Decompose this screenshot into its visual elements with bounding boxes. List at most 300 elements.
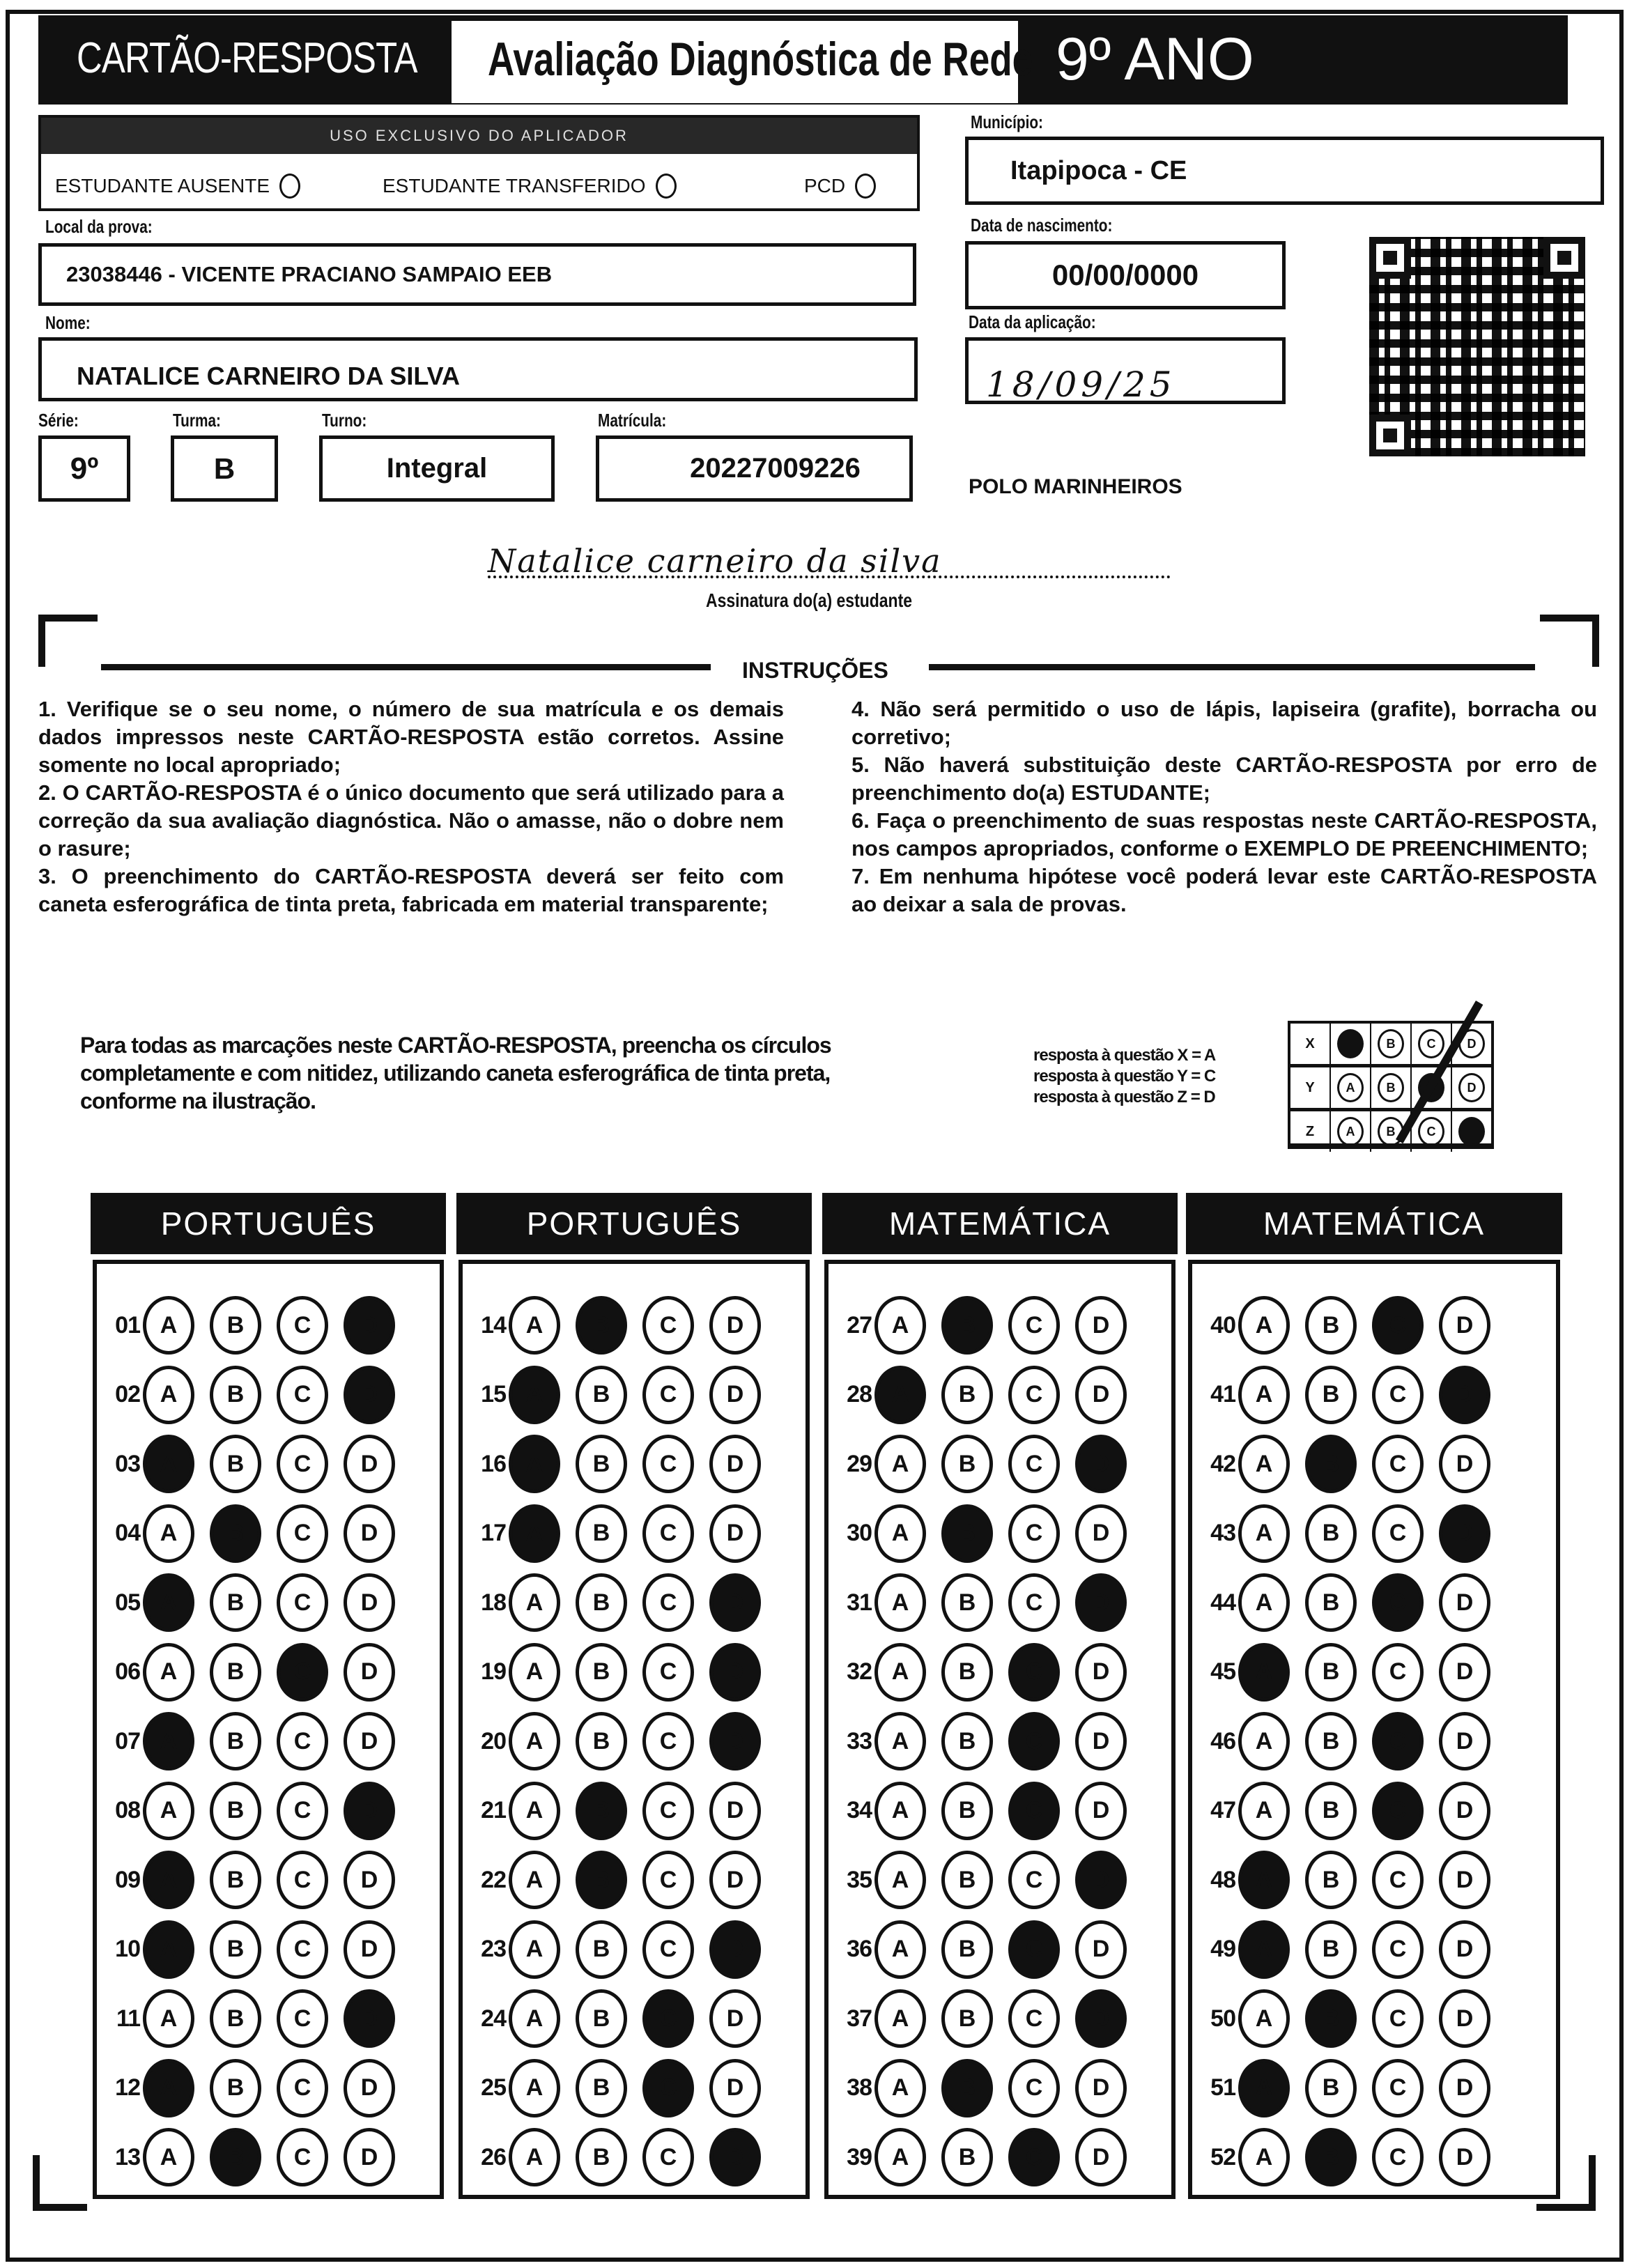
answer-bubble-b[interactable]: B — [210, 1989, 261, 2048]
signature-handwriting: Natalice carneiro da silva — [488, 542, 942, 580]
question-row — [1192, 1569, 1506, 1636]
aplicacao-field[interactable] — [965, 337, 1286, 404]
answer-bubble-b[interactable]: B — [1305, 1851, 1357, 1909]
answer-bubble-c[interactable]: C — [642, 1573, 694, 1632]
answer-bubble-d[interactable]: D — [709, 1643, 761, 1702]
answer-bubble-c[interactable]: C — [1008, 2128, 1060, 2186]
question-number: 13 — [115, 2143, 140, 2170]
answer-bubble-c[interactable]: C — [1008, 1435, 1060, 1493]
answer-bubble-c[interactable]: C — [1008, 1366, 1060, 1424]
answer-bubble-a[interactable]: A — [509, 1643, 560, 1702]
question-row — [1192, 1708, 1506, 1775]
answer-bubble-a[interactable]: A — [874, 1296, 926, 1355]
example-row-label: Z — [1290, 1111, 1331, 1152]
answer-bubble-c[interactable]: C — [277, 1643, 328, 1702]
signature-caption: Assinatura do(a) estudante — [706, 589, 912, 611]
answer-bubble-a[interactable]: A — [1238, 1782, 1290, 1840]
answer-bubble-a[interactable]: A — [1238, 1573, 1290, 1632]
question-number: 32 — [847, 1658, 872, 1685]
answer-bubble-d[interactable]: D — [709, 1782, 761, 1840]
answer-bubble-c[interactable]: C — [277, 1851, 328, 1909]
answer-bubble-c[interactable]: C — [642, 1712, 694, 1771]
answer-bubble-b[interactable]: B — [576, 1989, 627, 2048]
answer-bubble-a[interactable]: A — [874, 1435, 926, 1493]
answer-bubble-b[interactable]: B — [576, 1573, 627, 1632]
answer-bubble-d[interactable]: D — [1439, 1573, 1490, 1632]
answer-bubble-c[interactable]: C — [1372, 1504, 1424, 1563]
question-number: 21 — [481, 1797, 506, 1823]
answer-bubble-d[interactable]: D — [709, 1573, 761, 1632]
answer-bubble-c[interactable]: C — [1008, 1920, 1060, 1979]
answer-bubble-d[interactable]: D — [709, 1435, 761, 1493]
answer-bubble-a[interactable]: A — [874, 2059, 926, 2117]
answer-bubble-b[interactable]: B — [576, 1296, 627, 1355]
answer-bubble-c[interactable]: C — [1008, 1782, 1060, 1840]
example-cell — [1331, 1024, 1371, 1064]
question-number: 16 — [481, 1450, 506, 1477]
answer-bubble-c[interactable]: C — [277, 1989, 328, 2048]
question-row — [463, 2124, 776, 2191]
answer-bubble-c[interactable]: C — [277, 1504, 328, 1563]
answer-bubble-b[interactable]: B — [210, 1851, 261, 1909]
example-bubble — [1458, 1117, 1485, 1146]
answer-bubble-b[interactable]: B — [941, 1712, 993, 1771]
answer-bubble-d[interactable]: D — [709, 1712, 761, 1771]
example-answers — [1033, 1045, 1215, 1108]
answer-bubble-c[interactable]: C — [1008, 1989, 1060, 2048]
answer-bubble-b[interactable]: B — [210, 2059, 261, 2117]
question-number: 22 — [481, 1866, 506, 1893]
question-number: 11 — [116, 2005, 140, 2032]
question-number: 27 — [847, 1311, 872, 1339]
question-number: 34 — [847, 1797, 872, 1823]
answer-bubble-b[interactable]: B — [1305, 1573, 1357, 1632]
answer-bubble-d[interactable]: D — [344, 2059, 395, 2117]
answer-bubble-a[interactable]: A — [1238, 1851, 1290, 1909]
answer-bubble-d[interactable]: D — [709, 1366, 761, 1424]
example-bubble: C — [1418, 1117, 1444, 1146]
question-number: 02 — [115, 1381, 140, 1407]
answer-bubble-a[interactable]: A — [509, 1989, 560, 2048]
pcd-radio[interactable] — [855, 173, 876, 199]
section-answer-box — [1188, 1260, 1560, 2199]
corner-mark — [1592, 615, 1599, 667]
answer-bubble-a[interactable]: A — [143, 1504, 194, 1563]
answer-bubble-a[interactable]: A — [1238, 2128, 1290, 2186]
answer-bubble-d[interactable]: D — [709, 1989, 761, 2048]
answer-bubble-a[interactable]: A — [143, 1435, 194, 1493]
question-number: 35 — [847, 1866, 872, 1893]
instruction-item: 5. Não haverá substituição deste CARTÃO-RESPOSTA por erro de preenchimento do(a) ESTUDANTE; — [851, 753, 1597, 805]
corner-mark — [38, 615, 45, 667]
answer-bubble-b[interactable]: B — [576, 2059, 627, 2117]
answer-bubble-b[interactable]: B — [1305, 1643, 1357, 1702]
answer-bubble-d[interactable]: D — [1075, 1435, 1127, 1493]
answer-bubble-a[interactable]: A — [143, 1573, 194, 1632]
answer-bubble-c[interactable]: C — [642, 1643, 694, 1702]
answer-bubble-a[interactable]: A — [509, 1712, 560, 1771]
example-bubble: A — [1337, 1073, 1364, 1102]
corner-mark — [33, 2204, 87, 2211]
answer-bubble-d[interactable]: D — [344, 1573, 395, 1632]
answer-bubble-a[interactable]: A — [143, 1920, 194, 1979]
question-row — [97, 1639, 410, 1706]
answer-bubble-d[interactable]: D — [344, 1989, 395, 2048]
answer-bubble-b[interactable]: B — [941, 1989, 993, 2048]
answer-bubble-d[interactable]: D — [709, 2059, 761, 2117]
answer-bubble-d[interactable]: D — [1439, 1712, 1490, 1771]
question-row — [97, 1361, 410, 1428]
local-value: 23038446 - VICENTE PRACIANO SAMPAIO EEB — [66, 262, 553, 286]
turno-value: Integral — [386, 453, 488, 484]
question-row — [1192, 1292, 1506, 1359]
example-row — [1290, 1111, 1491, 1152]
question-number: 08 — [115, 1797, 140, 1823]
answer-bubble-c[interactable]: C — [1372, 1435, 1424, 1493]
answer-bubble-b[interactable]: B — [210, 2128, 261, 2186]
absent-radio[interactable] — [279, 173, 300, 199]
answer-bubble-a[interactable]: A — [1238, 2059, 1290, 2117]
answer-bubble-b[interactable]: B — [1305, 1920, 1357, 1979]
answer-bubble-d[interactable]: D — [1075, 1920, 1127, 1979]
answer-bubble-c[interactable]: C — [642, 1851, 694, 1909]
answer-bubble-c[interactable]: C — [642, 2059, 694, 2117]
answer-bubble-b[interactable]: B — [576, 1643, 627, 1702]
answer-bubble-b[interactable]: B — [941, 1504, 993, 1563]
question-row — [463, 1500, 776, 1567]
question-number: 04 — [115, 1520, 140, 1546]
question-number: 23 — [481, 1936, 506, 1962]
answer-bubble-a[interactable]: A — [1238, 1296, 1290, 1355]
answer-bubble-c[interactable]: C — [1372, 2059, 1424, 2117]
answer-bubble-b[interactable]: B — [210, 1435, 261, 1493]
exam-title: Avaliação Diagnóstica de Rede — [488, 33, 1033, 86]
answer-bubble-b[interactable]: B — [941, 1573, 993, 1632]
question-row — [828, 1985, 1142, 2052]
answer-bubble-d[interactable]: D — [1439, 1435, 1490, 1493]
answer-bubble-a[interactable]: A — [143, 1643, 194, 1702]
nome-field — [38, 337, 918, 401]
answer-bubble-c[interactable]: C — [1372, 1296, 1424, 1355]
answer-bubble-c[interactable]: C — [1372, 1851, 1424, 1909]
answer-bubble-b[interactable]: B — [1305, 1989, 1357, 2048]
answer-bubble-a[interactable]: A — [1238, 1643, 1290, 1702]
answer-bubble-d[interactable]: D — [344, 1712, 395, 1771]
example-row — [1290, 1067, 1491, 1111]
turma-field — [171, 435, 278, 502]
answer-bubble-b[interactable]: B — [1305, 2059, 1357, 2117]
section-answer-box — [824, 1260, 1176, 2199]
answer-bubble-d[interactable]: D — [1075, 1296, 1127, 1355]
answer-bubble-a[interactable]: A — [143, 1989, 194, 2048]
example-bubble: A — [1337, 1117, 1364, 1146]
answer-bubble-d[interactable]: D — [709, 1920, 761, 1979]
question-number: 43 — [1210, 1520, 1235, 1546]
answer-bubble-d[interactable]: D — [709, 1851, 761, 1909]
answer-bubble-c[interactable]: C — [277, 1435, 328, 1493]
answer-bubble-d[interactable]: D — [1439, 1989, 1490, 2048]
answer-bubble-d[interactable]: D — [344, 1504, 395, 1563]
answer-bubble-b[interactable]: B — [576, 1712, 627, 1771]
answer-bubble-d[interactable]: D — [709, 1504, 761, 1563]
answer-bubble-a[interactable]: A — [143, 1366, 194, 1424]
answer-bubble-a[interactable]: A — [143, 1712, 194, 1771]
answer-bubble-a[interactable]: A — [509, 1920, 560, 1979]
question-row — [463, 1916, 776, 1983]
answer-bubble-b[interactable]: B — [576, 1366, 627, 1424]
answer-bubble-b[interactable]: B — [1305, 1782, 1357, 1840]
answer-bubble-d[interactable]: D — [1439, 1504, 1490, 1563]
section-header: PORTUGUÊS — [91, 1193, 446, 1254]
question-number: 51 — [1210, 2074, 1235, 2101]
answer-bubble-d[interactable]: D — [709, 2128, 761, 2186]
answer-bubble-d[interactable]: D — [344, 1435, 395, 1493]
answer-bubble-c[interactable]: C — [642, 1782, 694, 1840]
answer-bubble-b[interactable]: B — [1305, 2128, 1357, 2186]
answer-bubble-c[interactable]: C — [1372, 1782, 1424, 1840]
answer-bubble-b[interactable]: B — [576, 1851, 627, 1909]
answer-bubble-c[interactable]: C — [1008, 2059, 1060, 2117]
answer-bubble-c[interactable]: C — [277, 1573, 328, 1632]
answer-bubble-b[interactable]: B — [941, 1435, 993, 1493]
answer-bubble-d[interactable]: D — [344, 1366, 395, 1424]
answer-bubble-d[interactable]: D — [344, 2128, 395, 2186]
answer-bubble-a[interactable]: A — [874, 1573, 926, 1632]
answer-bubble-a[interactable]: A — [509, 1573, 560, 1632]
answer-bubble-c[interactable]: C — [1372, 1643, 1424, 1702]
question-number: 28 — [847, 1381, 872, 1407]
transferred-label: ESTUDANTE TRANSFERIDO — [383, 175, 646, 196]
answer-bubble-b[interactable]: B — [941, 2128, 993, 2186]
answer-bubble-a[interactable]: A — [874, 1782, 926, 1840]
municipio-label: Município: — [971, 111, 1043, 132]
answer-bubble-b[interactable]: B — [941, 1782, 993, 1840]
answer-bubble-c[interactable]: C — [1372, 1920, 1424, 1979]
answer-bubble-d[interactable]: D — [344, 1296, 395, 1355]
answer-bubble-a[interactable]: A — [509, 2128, 560, 2186]
answer-bubble-b[interactable]: B — [210, 1920, 261, 1979]
answer-bubble-d[interactable]: D — [1439, 2059, 1490, 2117]
example-cell — [1331, 1067, 1371, 1108]
answer-bubble-b[interactable]: B — [210, 1573, 261, 1632]
answer-bubble-c[interactable]: C — [1008, 1851, 1060, 1909]
answer-bubble-d[interactable]: D — [344, 1782, 395, 1840]
answer-bubble-d[interactable]: D — [1439, 2128, 1490, 2186]
answer-bubble-c[interactable]: C — [1372, 1989, 1424, 2048]
question-number: 36 — [847, 1936, 872, 1962]
question-number: 06 — [115, 1658, 140, 1685]
question-row — [463, 2055, 776, 2122]
question-number: 41 — [1210, 1381, 1235, 1407]
answer-bubble-a[interactable]: A — [1238, 1366, 1290, 1424]
answer-bubble-c[interactable]: C — [277, 2128, 328, 2186]
serie-label: Série: — [38, 410, 79, 431]
answer-bubble-c[interactable]: C — [277, 1712, 328, 1771]
matricula-label: Matrícula: — [598, 410, 667, 431]
answer-bubble-a[interactable]: A — [1238, 1989, 1290, 2048]
corner-mark — [33, 2155, 40, 2211]
answer-bubble-b[interactable]: B — [941, 1296, 993, 1355]
example-bubble: D — [1458, 1029, 1485, 1058]
transferred-radio[interactable] — [656, 173, 677, 199]
answer-bubble-b[interactable]: B — [941, 1920, 993, 1979]
question-number: 26 — [481, 2143, 506, 2170]
answer-bubble-b[interactable]: B — [210, 1712, 261, 1771]
signature-line[interactable] — [488, 576, 1171, 578]
answer-bubble-c[interactable]: C — [642, 1366, 694, 1424]
answer-bubble-b[interactable]: B — [576, 1504, 627, 1563]
answer-bubble-d[interactable]: D — [1075, 1851, 1127, 1909]
answer-bubble-c[interactable]: C — [1372, 1573, 1424, 1632]
answer-bubble-b[interactable]: B — [1305, 1435, 1357, 1493]
answer-bubble-d[interactable]: D — [1075, 1989, 1127, 2048]
answer-bubble-b[interactable]: B — [210, 1643, 261, 1702]
answer-bubble-a[interactable]: A — [509, 1435, 560, 1493]
answer-bubble-a[interactable]: A — [509, 1782, 560, 1840]
answer-bubble-d[interactable]: D — [1439, 1782, 1490, 1840]
answer-bubble-c[interactable]: C — [642, 1435, 694, 1493]
question-row — [1192, 2124, 1506, 2191]
answer-bubble-d[interactable]: D — [1439, 1366, 1490, 1424]
question-number: 20 — [481, 1727, 506, 1754]
answer-bubble-c[interactable]: C — [642, 1920, 694, 1979]
instructions-rule — [929, 664, 1535, 670]
answer-bubble-d[interactable]: D — [1439, 1643, 1490, 1702]
answer-bubble-c[interactable]: C — [1008, 1643, 1060, 1702]
answer-bubble-d[interactable]: D — [1075, 1712, 1127, 1771]
grade-title: 9º ANO — [1056, 26, 1254, 93]
answer-bubble-a[interactable]: A — [143, 1296, 194, 1355]
answer-bubble-d[interactable]: D — [1075, 2128, 1127, 2186]
answer-bubble-a[interactable]: A — [874, 1851, 926, 1909]
answer-bubble-c[interactable]: C — [277, 1782, 328, 1840]
answer-bubble-b[interactable]: B — [210, 1296, 261, 1355]
answer-bubble-b[interactable]: B — [576, 2128, 627, 2186]
answer-bubble-a[interactable]: A — [874, 1643, 926, 1702]
answer-bubble-d[interactable]: D — [1075, 1573, 1127, 1632]
answer-bubble-c[interactable]: C — [277, 1296, 328, 1355]
answer-bubble-c[interactable]: C — [1372, 1712, 1424, 1771]
question-number: 15 — [481, 1381, 506, 1407]
answer-bubble-b[interactable]: B — [210, 1366, 261, 1424]
answer-bubble-c[interactable]: C — [1372, 1366, 1424, 1424]
answer-bubble-b[interactable]: B — [576, 1435, 627, 1493]
example-cell — [1371, 1024, 1412, 1064]
absent-option[interactable] — [55, 173, 300, 199]
answer-bubble-a[interactable]: A — [509, 1296, 560, 1355]
question-row — [1192, 1777, 1506, 1844]
question-row — [463, 1639, 776, 1706]
answer-bubble-c[interactable]: C — [1008, 1504, 1060, 1563]
answer-bubble-b[interactable]: B — [576, 1782, 627, 1840]
example-cell — [1452, 1067, 1491, 1108]
answer-bubble-a[interactable]: A — [1238, 1712, 1290, 1771]
answer-bubble-b[interactable]: B — [941, 1643, 993, 1702]
answer-bubble-b[interactable]: B — [210, 1782, 261, 1840]
answer-bubble-a[interactable]: A — [874, 1920, 926, 1979]
answer-bubble-a[interactable]: A — [509, 1504, 560, 1563]
answer-bubble-a[interactable]: A — [509, 2059, 560, 2117]
answer-bubble-a[interactable]: A — [1238, 1920, 1290, 1979]
applicator-box — [38, 115, 920, 211]
answer-bubble-c[interactable]: C — [642, 1989, 694, 2048]
answer-bubble-c[interactable]: C — [277, 1920, 328, 1979]
answer-bubble-d[interactable]: D — [709, 1296, 761, 1355]
answer-bubble-d[interactable]: D — [1075, 2059, 1127, 2117]
answer-bubble-c[interactable]: C — [1372, 2128, 1424, 2186]
answer-bubble-c[interactable]: C — [642, 2128, 694, 2186]
question-row — [1192, 2055, 1506, 2122]
example-answer-y: resposta à questão Y = C — [1033, 1067, 1216, 1086]
answer-bubble-a[interactable]: A — [143, 2128, 194, 2186]
answer-bubble-b[interactable]: B — [576, 1920, 627, 1979]
answer-bubble-b[interactable]: B — [941, 2059, 993, 2117]
answer-bubble-a[interactable]: A — [143, 1851, 194, 1909]
answer-bubble-b[interactable]: B — [1305, 1504, 1357, 1563]
answer-bubble-b[interactable]: B — [1305, 1366, 1357, 1424]
question-number: 03 — [115, 1450, 140, 1477]
answer-bubble-c[interactable]: C — [1008, 1296, 1060, 1355]
answer-bubble-c[interactable]: C — [642, 1504, 694, 1563]
example-bubble: B — [1378, 1073, 1404, 1102]
question-row — [463, 1846, 776, 1913]
answer-bubble-d[interactable]: D — [1439, 1851, 1490, 1909]
answer-bubble-b[interactable]: B — [941, 1366, 993, 1424]
answer-bubble-c[interactable]: C — [277, 2059, 328, 2117]
answer-bubble-c[interactable]: C — [1008, 1573, 1060, 1632]
qr-finder-icon — [1369, 237, 1411, 279]
answer-bubble-a[interactable]: A — [874, 1989, 926, 2048]
answer-bubble-b[interactable]: B — [1305, 1712, 1357, 1771]
answer-bubble-d[interactable]: D — [1439, 1920, 1490, 1979]
answer-bubble-d[interactable]: D — [1075, 1643, 1127, 1702]
answer-bubble-b[interactable]: B — [941, 1851, 993, 1909]
answer-bubble-d[interactable]: D — [344, 1851, 395, 1909]
answer-bubble-a[interactable]: A — [874, 1366, 926, 1424]
answer-bubble-a[interactable]: A — [509, 1366, 560, 1424]
answer-bubble-a[interactable]: A — [874, 2128, 926, 2186]
answer-bubble-a[interactable]: A — [874, 1504, 926, 1563]
answer-bubble-d[interactable]: D — [1075, 1782, 1127, 1840]
answer-bubble-d[interactable]: D — [1075, 1366, 1127, 1424]
answer-bubble-a[interactable]: A — [1238, 1504, 1290, 1563]
answer-bubble-a[interactable]: A — [509, 1851, 560, 1909]
question-row — [97, 1292, 410, 1359]
answer-bubble-c[interactable]: C — [642, 1296, 694, 1355]
answer-bubble-b[interactable]: B — [1305, 1296, 1357, 1355]
answer-bubble-c[interactable]: C — [1008, 1712, 1060, 1771]
answer-bubble-c[interactable]: C — [277, 1366, 328, 1424]
answer-bubble-a[interactable]: A — [143, 2059, 194, 2117]
answer-bubble-a[interactable]: A — [143, 1782, 194, 1840]
local-label: Local da prova: — [45, 216, 153, 237]
answer-bubble-a[interactable]: A — [1238, 1435, 1290, 1493]
transferred-option[interactable] — [383, 173, 677, 199]
pcd-option[interactable] — [804, 173, 876, 199]
question-row — [97, 1708, 410, 1775]
answer-bubble-b[interactable]: B — [210, 1504, 261, 1563]
section-header: MATEMÁTICA — [822, 1193, 1178, 1254]
answer-bubble-d[interactable]: D — [1075, 1504, 1127, 1563]
answer-bubble-a[interactable]: A — [874, 1712, 926, 1771]
corner-mark — [1536, 2204, 1596, 2211]
answer-bubble-d[interactable]: D — [1439, 1296, 1490, 1355]
answer-bubble-d[interactable]: D — [344, 1920, 395, 1979]
question-row — [463, 1361, 776, 1428]
question-number: 49 — [1210, 1936, 1235, 1962]
question-number: 30 — [847, 1520, 872, 1546]
answer-bubble-d[interactable]: D — [344, 1643, 395, 1702]
